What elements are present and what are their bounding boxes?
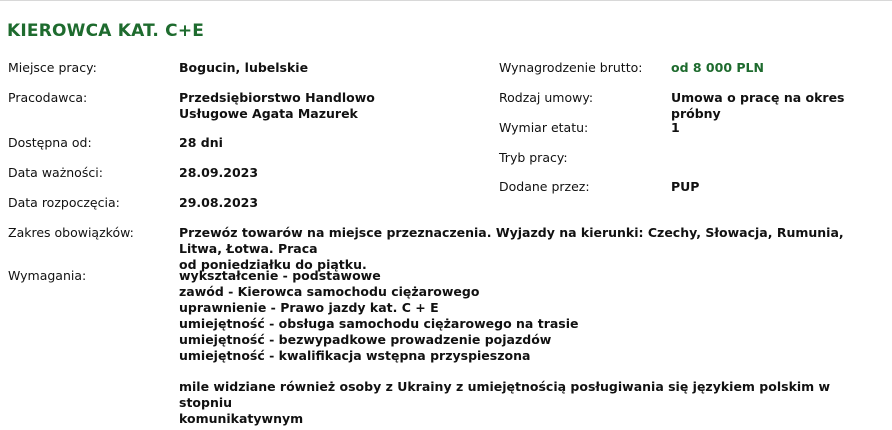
added-by-label: Dodane przez: (499, 179, 590, 194)
fte-value: 1 (671, 120, 680, 135)
requirements-note (179, 379, 839, 427)
available-from-value: 28 dni (179, 135, 223, 150)
requirements-note-line2: komunikatywnym (179, 411, 304, 426)
start-date-label: Data rozpoczęcia: (8, 195, 120, 210)
salary-value: od 8 000 PLN (671, 60, 764, 75)
requirement-item: umiejętność - bezwypadkowe prowadzenie pojazdów (179, 332, 552, 347)
workplace-label: Miejsce pracy: (8, 60, 97, 75)
requirements-list (179, 268, 579, 364)
duties-value (179, 225, 884, 273)
contract-type-label: Rodzaj umowy: (499, 90, 594, 105)
validity-date-value: 28.09.2023 (179, 165, 259, 180)
added-by-value: PUP (671, 179, 700, 194)
employer-value-line1: Przedsiębiorstwo Handlowo (179, 90, 375, 105)
requirement-item: umiejętność - obsługa samochodu ciężarowego na trasie (179, 316, 579, 331)
duties-line2: od poniedziałku do piątku. (179, 257, 367, 272)
job-title: KIEROWCA KAT. C+E (7, 21, 205, 41)
contract-type-value: Umowa o pracę na okres próbny (671, 90, 845, 121)
employer-label: Pracodawca: (8, 90, 88, 105)
requirements-label: Wymagania: (8, 268, 87, 283)
employer-value-line2: Usługowe Agata Mazurek (179, 106, 358, 121)
requirement-item: wykształcenie - podstawowe (179, 268, 381, 283)
start-date-value: 29.08.2023 (179, 195, 259, 210)
employer-value (179, 90, 375, 122)
work-mode-label: Tryb pracy: (499, 150, 568, 165)
validity-date-label: Data ważności: (8, 165, 103, 180)
available-from-label: Dostępna od: (8, 135, 92, 150)
duties-label: Zakres obowiązków: (8, 225, 134, 240)
duties-line1: Przewóz towarów na miejsce przeznaczenia. Wyjazdy na kierunki: Czechy, Słowacja, Rumunia, Litwa, Łotwa. Praca (179, 225, 844, 256)
requirement-item: zawód - Kierowca samochodu ciężarowego (179, 284, 480, 299)
workplace-value: Bogucin, lubelskie (179, 60, 309, 75)
requirement-item: umiejętność - kwalifikacja wstępna przyspieszona (179, 348, 531, 363)
salary-label: Wynagrodzenie brutto: (499, 60, 643, 75)
requirement-item: uprawnienie - Prawo jazdy kat. C + E (179, 300, 439, 315)
top-divider (0, 0, 892, 1)
requirements-note-line1: mile widziane również osoby z Ukrainy z umiejętnością posługiwania się językiem polskim w stopniu (179, 379, 831, 410)
fte-label: Wymiar etatu: (499, 120, 589, 135)
